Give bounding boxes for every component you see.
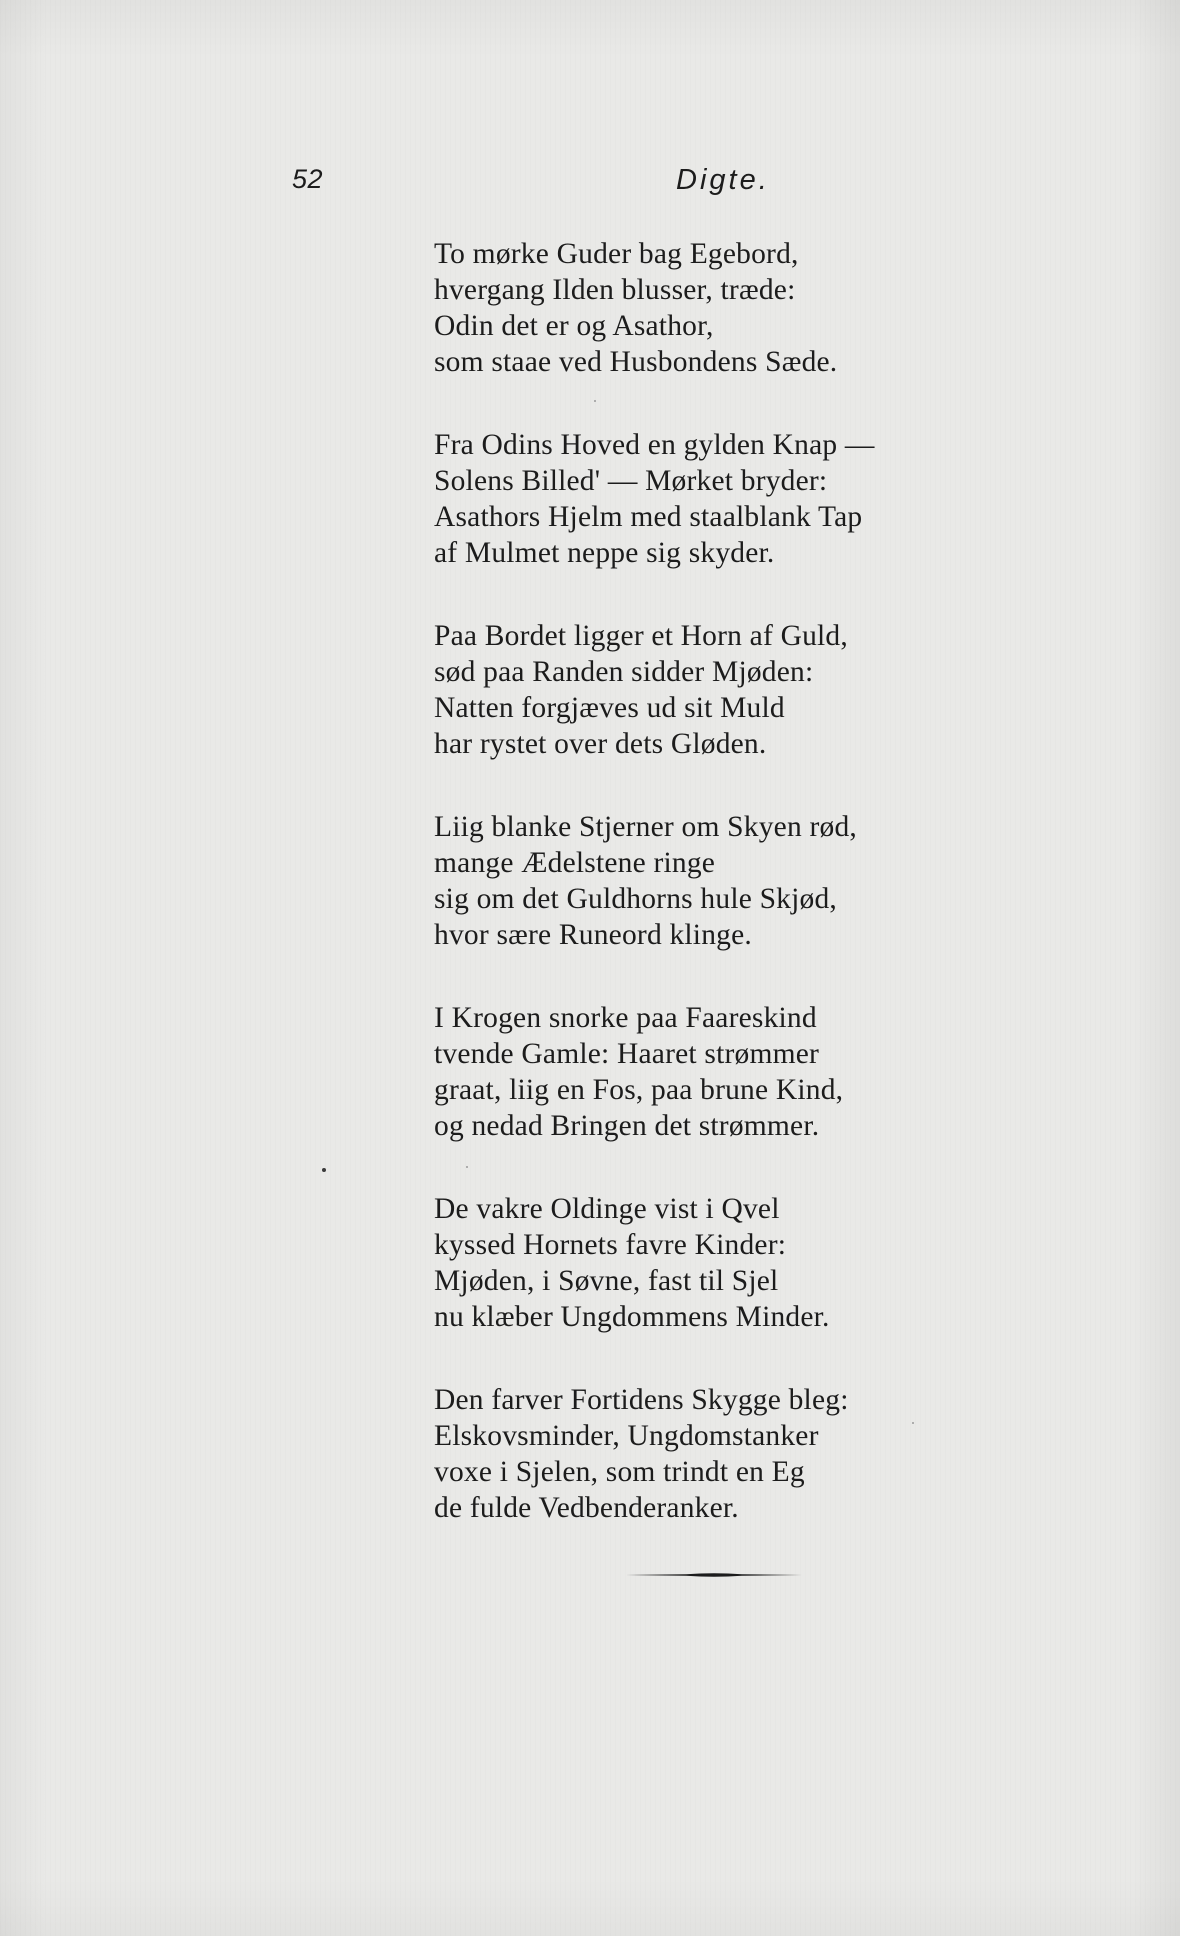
- ink-speck: [912, 1422, 914, 1424]
- stanza: [434, 809, 994, 953]
- running-head: Digte.: [676, 164, 770, 196]
- poem-line: som staae ved Husbondens Sæde.: [434, 346, 838, 378]
- end-ornament: [626, 1571, 802, 1579]
- stanza: [434, 427, 994, 571]
- poem-line: I Krogen snorke paa Faareskind: [434, 1002, 817, 1034]
- poem-line: kyssed Hornets favre Kinder:: [434, 1229, 787, 1261]
- poem-line: Paa Bordet ligger et Horn af Guld,: [434, 620, 848, 652]
- poem-line: Fra Odins Hoved en gylden Knap —: [434, 429, 875, 461]
- poem-line: tvende Gamle: Haaret strømmer: [434, 1038, 820, 1070]
- poem-line: hvor sære Runeord klinge.: [434, 919, 752, 951]
- poem-line: har rystet over dets Gløden.: [434, 728, 767, 760]
- poem-line: Asathors Hjelm med staalblank Tap: [434, 501, 863, 533]
- stanza: [434, 1382, 994, 1526]
- poem-line: sig om det Guldhorns hule Skjød,: [434, 883, 838, 915]
- poem-line: De vakre Oldinge vist i Qvel: [434, 1193, 780, 1225]
- poem-line: Natten forgjæves ud sit Muld: [434, 692, 785, 724]
- poem-line: mange Ædelstene ringe: [434, 847, 716, 879]
- page-number: 52: [292, 164, 324, 194]
- poem-line: de fulde Vedbenderanker.: [434, 1492, 739, 1524]
- poem-line: nu klæber Ungdommens Minder.: [434, 1301, 830, 1333]
- poem-line: Elskovsminder, Ungdomstanker: [434, 1420, 819, 1452]
- poem-line: og nedad Bringen det strømmer.: [434, 1110, 820, 1142]
- poem-line: af Mulmet neppe sig skyder.: [434, 537, 775, 569]
- stanza: [434, 1000, 994, 1144]
- stanza: [434, 618, 994, 762]
- poem-line: Solens Billed' — Mørket bryder:: [434, 465, 828, 497]
- poem-line: Den farver Fortidens Skygge bleg:: [434, 1384, 849, 1416]
- poem-line: Mjøden, i Søvne, fast til Sjel: [434, 1265, 779, 1297]
- poem-line: Liig blanke Stjerner om Skyen rød,: [434, 811, 857, 843]
- ink-speck: [466, 1166, 468, 1168]
- poem-line: Odin det er og Asathor,: [434, 310, 714, 342]
- poem-line: sød paa Randen sidder Mjøden:: [434, 656, 814, 688]
- poem-line: hvergang Ilden blusser, træde:: [434, 274, 796, 306]
- stanza: [434, 236, 994, 380]
- poem-line: To mørke Guder bag Egebord,: [434, 238, 799, 270]
- ink-speck: [322, 1168, 326, 1172]
- stanza: [434, 1191, 994, 1335]
- poem: [434, 236, 994, 1573]
- ink-speck: [594, 400, 596, 402]
- poem-line: voxe i Sjelen, som trindt en Eg: [434, 1456, 805, 1488]
- poem-line: graat, liig en Fos, paa brune Kind,: [434, 1074, 844, 1106]
